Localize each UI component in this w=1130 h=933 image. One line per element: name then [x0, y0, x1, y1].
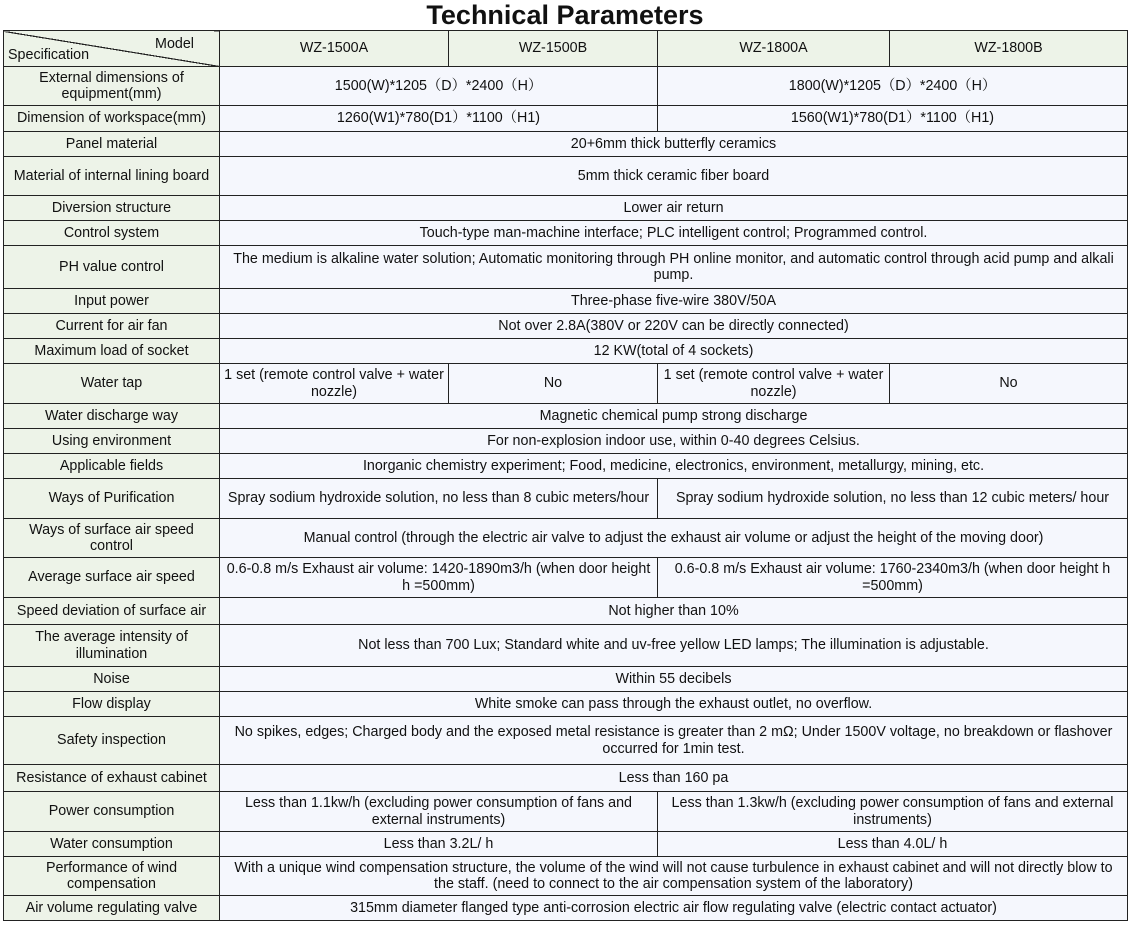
parameter-value: Lower air return: [220, 196, 1128, 221]
table-row: [4, 598, 1128, 625]
table-row: [4, 364, 1128, 404]
parameter-label: Water tap: [4, 364, 220, 404]
header-row: [4, 31, 1128, 67]
parameter-label: Safety inspection: [4, 717, 220, 765]
table-row: [4, 454, 1128, 479]
header-corner-cell: [4, 31, 220, 67]
parameter-value: 1260(W1)*780(D1）*1100（H1): [220, 106, 658, 132]
parameter-label: Average surface air speed: [4, 558, 220, 598]
parameter-value: White smoke can pass through the exhaust outlet, no overflow.: [220, 692, 1128, 717]
parameter-value: Magnetic chemical pump strong discharge: [220, 404, 1128, 429]
parameter-value: Less than 4.0L/ h: [658, 832, 1128, 857]
parameter-value: Less than 1.3kw/h (excluding power consumption of fans and external instruments): [658, 792, 1128, 832]
parameter-label: Water discharge way: [4, 404, 220, 429]
parameter-value: Not over 2.8A(380V or 220V can be directly connected): [220, 314, 1128, 339]
model-header: WZ-1800B: [890, 31, 1128, 67]
model-header: WZ-1500B: [449, 31, 658, 67]
table-row: [4, 157, 1128, 196]
parameter-value: Inorganic chemistry experiment; Food, medicine, electronics, environment, metallurgy, mining, etc.: [220, 454, 1128, 479]
model-label: Model: [155, 36, 194, 52]
table-row: [4, 519, 1128, 558]
table-row: [4, 792, 1128, 832]
parameter-label: Water consumption: [4, 832, 220, 857]
table-row: [4, 339, 1128, 364]
parameter-value: Within 55 decibels: [220, 667, 1128, 692]
model-header: WZ-1500A: [220, 31, 449, 67]
parameter-value: Less than 3.2L/ h: [220, 832, 658, 857]
parameter-value: Less than 1.1kw/h (excluding power consumption of fans and external instruments): [220, 792, 658, 832]
parameter-label: Material of internal lining board: [4, 157, 220, 196]
specification-label: Specification: [8, 46, 90, 63]
parameter-value: Not less than 700 Lux; Standard white and uv-free yellow LED lamps; The illumination is adjustable.: [220, 625, 1128, 667]
parameter-value: Spray sodium hydroxide solution, no less than 12 cubic meters/ hour: [658, 479, 1128, 519]
parameter-value: Spray sodium hydroxide solution, no less than 8 cubic meters/hour: [220, 479, 658, 519]
parameter-value: For non-explosion indoor use, within 0-40 degrees Celsius.: [220, 429, 1128, 454]
parameter-value: Less than 160 pa: [220, 765, 1128, 792]
parameter-value: Touch-type man-machine interface; PLC intelligent control; Programmed control.: [220, 221, 1128, 246]
parameter-value: 1560(W1)*780(D1）*1100（H1): [658, 106, 1128, 132]
parameter-label: Noise: [4, 667, 220, 692]
table-row: [4, 196, 1128, 221]
table-row: [4, 106, 1128, 132]
parameter-value: 315mm diameter flanged type anti-corrosion electric air flow regulating valve (electric contact actuator): [220, 896, 1128, 921]
parameter-label: Input power: [4, 289, 220, 314]
parameter-value: No: [890, 364, 1128, 404]
parameter-label: Panel material: [4, 132, 220, 157]
table-row: [4, 692, 1128, 717]
parameter-value: 12 KW(total of 4 sockets): [220, 339, 1128, 364]
parameter-label: Using environment: [4, 429, 220, 454]
parameter-value: 1 set (remote control valve + water nozzle): [220, 364, 449, 404]
parameter-label: Resistance of exhaust cabinet: [4, 765, 220, 792]
parameter-label: Maximum load of socket: [4, 339, 220, 364]
parameter-value: Manual control (through the electric air valve to adjust the exhaust air volume or adjust the height of the moving door): [220, 519, 1128, 558]
parameter-value: No: [449, 364, 658, 404]
table-row: [4, 221, 1128, 246]
parameter-value: 0.6-0.8 m/s Exhaust air volume: 1420-1890m3/h (when door height h =500mm): [220, 558, 658, 598]
parameter-label: Control system: [4, 221, 220, 246]
parameter-label: Speed deviation of surface air: [4, 598, 220, 625]
table-body: [4, 67, 1128, 921]
parameter-label: Flow display: [4, 692, 220, 717]
parameter-value: With a unique wind compensation structure, the volume of the wind will not cause turbulence in exhaust cabinet and will not directly blow to the staff. (need to connect to the air compensation system of the laboratory): [220, 857, 1128, 896]
parameter-value: 5mm thick ceramic fiber board: [220, 157, 1128, 196]
table-row: [4, 246, 1128, 289]
parameter-label: Diversion structure: [4, 196, 220, 221]
parameters-table: [3, 30, 1128, 921]
parameter-value: Three-phase five-wire 380V/50A: [220, 289, 1128, 314]
parameter-label: Performance of wind compensation: [4, 857, 220, 896]
table-row: [4, 67, 1128, 106]
table-row: [4, 132, 1128, 157]
page-title: Technical Parameters: [426, 0, 704, 30]
parameter-label: The average intensity of illumination: [4, 625, 220, 667]
parameter-label: Ways of surface air speed control: [4, 519, 220, 558]
table-row: [4, 625, 1128, 667]
parameter-label: Air volume regulating valve: [4, 896, 220, 921]
parameter-label: Current for air fan: [4, 314, 220, 339]
table-row: [4, 314, 1128, 339]
parameter-label: Applicable fields: [4, 454, 220, 479]
table-row: [4, 558, 1128, 598]
parameter-label: Ways of Purification: [4, 479, 220, 519]
table-row: [4, 429, 1128, 454]
parameter-value: 0.6-0.8 m/s Exhaust air volume: 1760-2340m3/h (when door height h =500mm): [658, 558, 1128, 598]
table-row: [4, 717, 1128, 765]
table-row: [4, 857, 1128, 896]
parameter-label: Power consumption: [4, 792, 220, 832]
parameter-value: The medium is alkaline water solution; Automatic monitoring through PH online monitor, and automatic control through acid pump and alkali pump.: [220, 246, 1128, 289]
parameter-label: PH value control: [4, 246, 220, 289]
parameter-label: External dimensions of equipment(mm): [4, 67, 220, 106]
parameter-value: 1 set (remote control valve + water nozzle): [658, 364, 890, 404]
parameter-value: No spikes, edges; Charged body and the exposed metal resistance is greater than 2 mΩ; Under 1500V voltage, no breakdown or flashover occurred for 1min test.: [220, 717, 1128, 765]
parameter-label: Dimension of workspace(mm): [4, 106, 220, 132]
table-row: [4, 832, 1128, 857]
parameter-value: Not higher than 10%: [220, 598, 1128, 625]
table-row: [4, 289, 1128, 314]
table-row: [4, 404, 1128, 429]
table-row: [4, 765, 1128, 792]
table-row: [4, 479, 1128, 519]
model-header: WZ-1800A: [658, 31, 890, 67]
table-row: [4, 667, 1128, 692]
parameter-value: 20+6mm thick butterfly ceramics: [220, 132, 1128, 157]
parameter-value: 1800(W)*1205（D）*2400（H）: [658, 67, 1128, 106]
parameter-value: 1500(W)*1205（D）*2400（H）: [220, 67, 658, 106]
table-row: [4, 896, 1128, 921]
